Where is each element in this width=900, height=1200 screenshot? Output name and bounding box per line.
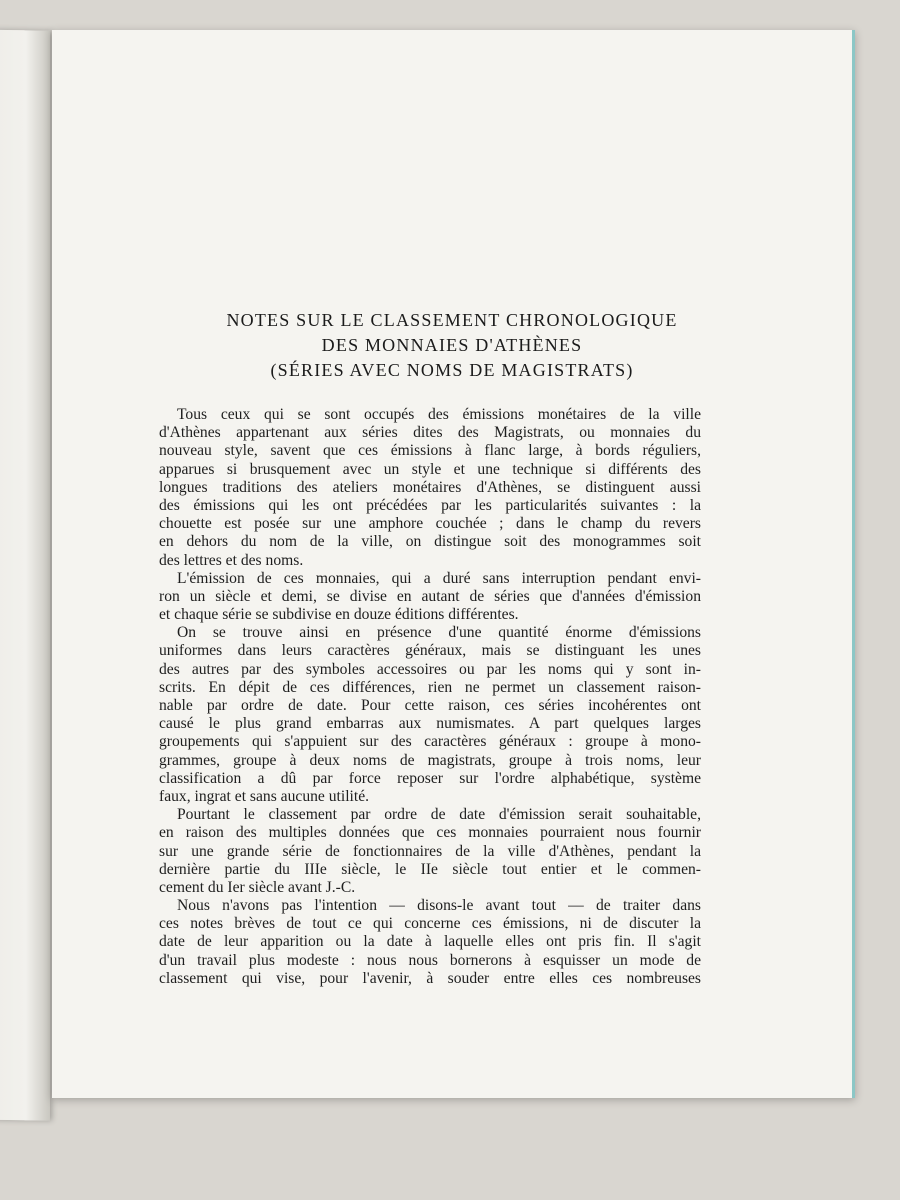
paragraph <box>159 897 701 988</box>
left-page-edge <box>0 29 50 1120</box>
text-line: des lettres et des noms. <box>159 551 304 569</box>
paragraph <box>159 806 701 897</box>
title-line-2: DES MONNAIES D'ATHÈNES <box>321 335 583 355</box>
text-line: en raison des multiples données que ces monnaies pourraient nous fournir <box>159 824 701 842</box>
document-title <box>52 308 852 383</box>
text-line: ron un siècle et demi, se divise en autant de séries que d'années d'émission <box>159 587 701 605</box>
text-line: dernière partie du IIIe siècle, le IIe siècle tout entier et le commen- <box>159 860 701 878</box>
title-line-1: NOTES SUR LE CLASSEMENT CHRONOLOGIQUE <box>226 310 678 330</box>
document-page <box>52 30 855 1098</box>
text-line: cement du Ier siècle avant J.-C. <box>159 878 356 896</box>
text-line: date de leur apparition ou la date à laquelle elles ont pris fin. Il s'agit <box>159 933 701 951</box>
text-line: Pourtant le classement par ordre de date d'émission serait souhaitable, <box>177 806 701 824</box>
text-line: uniformes dans leurs caractères généraux, mais se distinguant les unes <box>159 642 701 660</box>
text-line: L'émission de ces monnaies, qui a duré sans interruption pendant envi- <box>177 569 701 587</box>
text-line: groupements qui s'appuient sur des caractères généraux : groupe à mono- <box>159 733 701 751</box>
text-line: d'un travail plus modeste : nous nous bornerons à esquisser un mode de <box>159 951 701 969</box>
text-line: des autres par des symboles accessoires ou par les noms qui y sont in- <box>159 660 701 678</box>
text-line: et chaque série se subdivise en douze éditions différentes. <box>159 606 519 624</box>
text-line: chouette est posée sur une amphore couchée ; dans le champ du revers <box>159 515 701 533</box>
text-line: nouveau style, savent que ces émissions à flanc large, à bords réguliers, <box>159 442 701 460</box>
text-line: faux, ingrat et sans aucune utilité. <box>159 787 370 805</box>
text-line: On se trouve ainsi en présence d'une quantité énorme d'émissions <box>177 624 701 642</box>
text-line: Tous ceux qui se sont occupés des émissions monétaires de la ville <box>177 406 701 423</box>
text-line: d'Athènes appartenant aux séries dites des Magistrats, ou monnaies du <box>159 424 701 442</box>
text-line: causé le plus grand embarras aux numismates. A part quelques larges <box>159 715 701 733</box>
paragraph <box>159 406 701 570</box>
text-line: ces notes brèves de tout ce qui concerne ces émissions, ni de discuter la <box>159 915 701 933</box>
paragraph <box>159 570 701 625</box>
text-line: longues traditions des ateliers monétaires d'Athènes, se distinguent aussi <box>159 478 701 496</box>
text-line: classement qui vise, pour l'avenir, à souder entre elles ces nombreuses <box>159 969 701 987</box>
text-line: classification a dû par force reposer sur l'ordre alphabétique, système <box>159 769 701 787</box>
paragraph <box>159 624 701 806</box>
text-line: sur une grande série de fonctionnaires de la ville d'Athènes, pendant la <box>159 842 701 860</box>
text-line: grammes, groupe à deux noms de magistrats, groupe à trois noms, leur <box>159 751 701 769</box>
text-line: nable par ordre de date. Pour cette raison, ces séries incohérentes ont <box>159 697 701 714</box>
body-text <box>159 406 701 988</box>
text-line: Nous n'avons pas l'intention — disons-le avant tout — de traiter dans <box>177 897 701 915</box>
text-line: en dehors du nom de la ville, on distingue soit des monogrammes soit <box>159 533 701 551</box>
title-line-3: (SÉRIES AVEC NOMS DE MAGISTRATS) <box>270 360 634 380</box>
text-line: scrits. En dépit de ces différences, rien ne permet un classement raison- <box>159 678 701 696</box>
text-line: des émissions qui les ont précédées par les particularités suivantes : la <box>159 496 701 514</box>
text-line: apparues si brusquement avec un style et une technique si différents des <box>159 460 701 478</box>
